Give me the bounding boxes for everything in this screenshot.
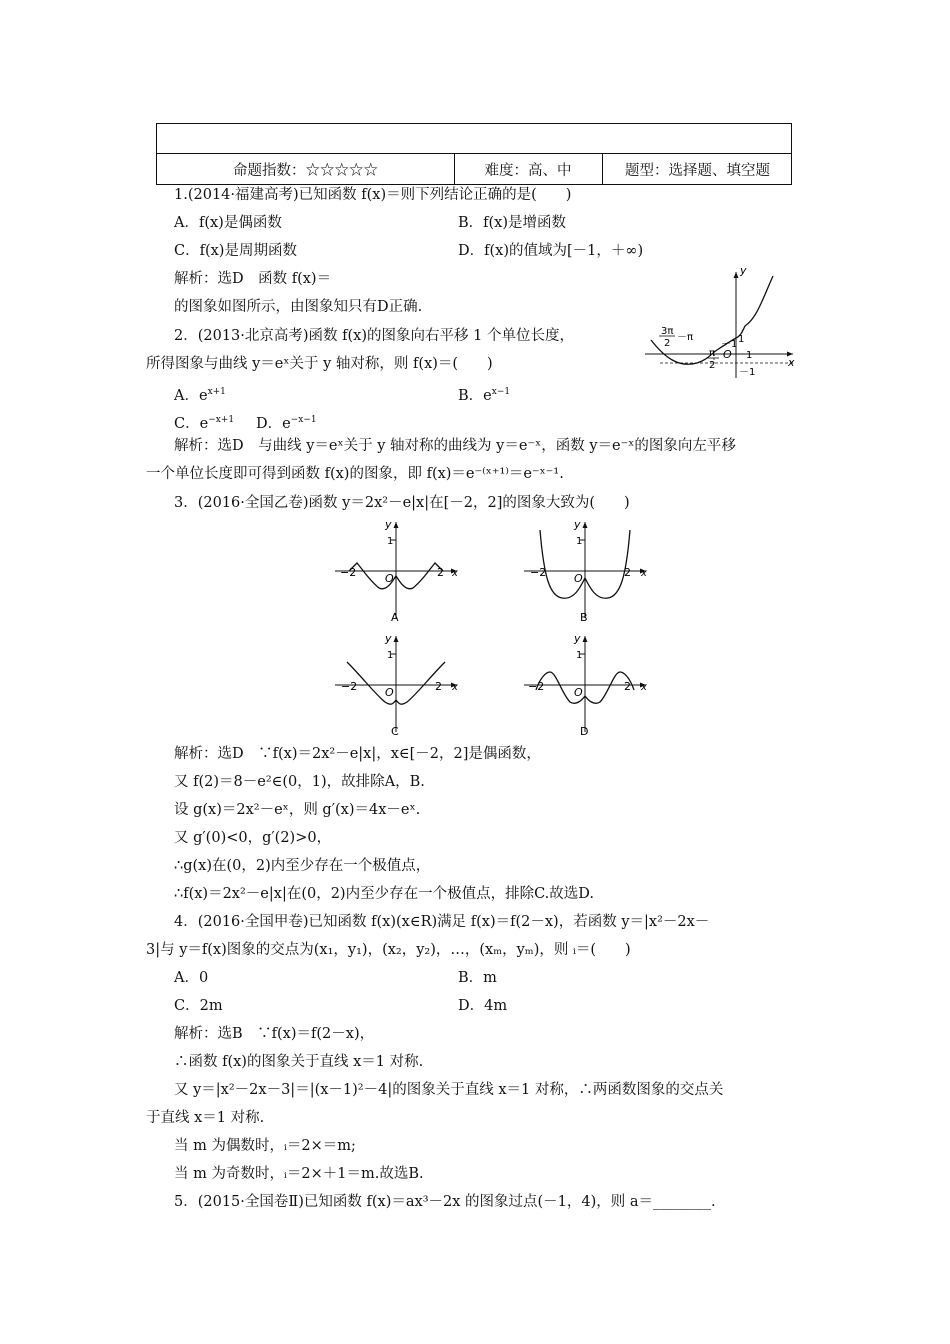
q3b-x-label: x	[641, 568, 647, 579]
q3a-y-label: y	[385, 518, 392, 531]
q3c-letter: C	[391, 725, 399, 738]
q3d-neg2: −2	[528, 680, 545, 693]
q2-option-c: C．$e^{-x+1}$	[174, 415, 235, 432]
q1-solution-line1: 解析：选D 函数 f(x)＝	[174, 271, 332, 287]
q3d-one: 1	[576, 650, 583, 661]
q1-option-a: A．f(x)是偶函数	[174, 215, 282, 231]
q3b-one: 1	[576, 536, 583, 547]
q1-solution-line2: 的图象如图所示，由图象知只有D正确.	[174, 299, 423, 315]
q1-graph-pi-den: 2	[709, 360, 716, 371]
q3d-pos2: 2	[624, 680, 631, 693]
q3a-letter: A	[391, 611, 399, 624]
q4-solution-line5: 当 m 为偶数时，ᵢ＝2×＝m;	[174, 1138, 356, 1154]
q4-solution-line6: 当 m 为奇数时，ᵢ＝2×＋1＝m.故选B.	[174, 1166, 424, 1182]
difficulty-label: 难度：高、中	[484, 162, 572, 179]
q3-graph-a	[335, 518, 465, 628]
q4-option-a: A．0	[174, 970, 209, 986]
q3-stem: 3．(2016·全国乙卷)函数 y＝2x²－e|x|在[－2，2]的图象大致为( )	[174, 495, 630, 511]
q3b-y-label: y	[574, 518, 581, 531]
q3d-letter: D	[580, 725, 589, 738]
q3b-pos2: 2	[624, 566, 631, 579]
q1-option-c: C．f(x)是周期函数	[174, 243, 297, 259]
q4-solution-line2: ∴函数 f(x)的图象关于直线 x＝1 对称.	[174, 1054, 424, 1070]
header-table	[156, 123, 792, 185]
q2-solution-line2: 一个单位长度即可得到函数 f(x)的图象，即 f(x)＝e⁻⁽ˣ⁺¹⁾＝e⁻ˣ⁻¹.	[146, 466, 564, 482]
q1-graph-origin: O	[723, 348, 732, 361]
q3-solution-line3: 设 g(x)＝2x²－eˣ，则 g′(x)＝4x－eˣ.	[174, 802, 421, 818]
q4-stem-line1: 4．(2016·全国甲卷)已知函数 f(x)(x∈R)满足 f(x)＝f(2－x)，若函数 y＝|x²－2x－	[174, 914, 710, 930]
q1-graph-one-y: 1	[738, 334, 745, 345]
q2-solution-line1: 解析：选D 与曲线 y＝eˣ关于 y 轴对称的曲线为 y＝e⁻ˣ，函数 y＝e⁻ˣ的图象向左平移	[174, 438, 736, 454]
q1-graph-3pi-den: 2	[664, 338, 671, 349]
q3b-origin: O	[574, 572, 583, 585]
q1-stem: 1.(2014·福建高考)已知函数 f(x)＝则下列结论正确的是( )	[174, 187, 572, 203]
q3c-origin: O	[385, 686, 394, 699]
q2-option-b: B．$e^{x-1}$	[458, 387, 511, 404]
q3c-x-label: x	[452, 682, 458, 693]
q3c-pos2: 2	[435, 680, 442, 693]
q2-stem-line2: 所得图象与曲线 y＝eˣ关于 y 轴对称，则 f(x)＝( )	[146, 356, 493, 372]
q3a-x-label: x	[452, 568, 458, 579]
q1-graph-neg1-y: －1	[721, 339, 738, 350]
q1-graph-neg1-b: －1	[739, 367, 756, 378]
q4-option-b: B．m	[458, 970, 497, 986]
q1-option-d: D．f(x)的值域为[－1，＋∞)	[458, 243, 644, 259]
q3d-x-label: x	[641, 682, 647, 693]
q3b-neg2: −2	[530, 566, 547, 579]
q1-graph-pi-num: π	[709, 348, 716, 359]
q1-option-b: B．f(x)是增函数	[458, 215, 567, 231]
q3-solution-line2: 又 f(2)＝8－e²∈(0，1)，故排除A，B.	[174, 774, 425, 790]
q3-graph-d	[524, 632, 654, 742]
header-row	[157, 153, 791, 184]
q3c-neg2: −2	[341, 680, 358, 693]
q2-option-a: A．$e^{x+1}$	[174, 387, 226, 404]
q3a-pos2: 2	[437, 566, 444, 579]
q3-solution-line4: 又 g′(0)<0，g′(2)>0，	[174, 830, 332, 846]
q5-stem: 5．(2015·全国卷Ⅱ)已知函数 f(x)＝ax³－2x 的图象过点(－1，4)，则 a＝________.	[174, 1194, 716, 1210]
q3-solution-line6: ∴f(x)＝2x²－e|x|在(0，2)内至少存在一个极值点，排除C.故选D.	[174, 886, 594, 902]
q1-graph-y-label: y	[740, 264, 747, 277]
q3a-one: 1	[387, 536, 394, 547]
q4-solution-line3: 又 y＝|x²－2x－3|＝|(x－1)²－4|的图象关于直线 x＝1 对称，∴两函数图象的交点关	[174, 1082, 724, 1098]
q4-solution-line4: 于直线 x＝1 对称.	[146, 1110, 265, 1126]
q3-graph-c	[335, 632, 465, 742]
q3-solution-line1: 解析：选D ∵f(x)＝2x²－e|x|，x∈[－2，2]是偶函数，	[174, 746, 541, 762]
q3-graph-b	[524, 518, 654, 628]
q1-graph-one-x: 1	[746, 350, 753, 361]
q3c-one: 1	[387, 650, 394, 661]
q3a-origin: O	[385, 572, 394, 585]
q1-graph	[645, 264, 795, 378]
q4-stem-line2: 3|与 y＝f(x)图象的交点为(x₁，y₁)，(x₂，y₂)，…，(xₘ，yₘ)，则 ᵢ＝( )	[146, 942, 631, 958]
q4-solution-line1: 解析：选B ∵f(x)＝f(2－x)，	[174, 1026, 375, 1042]
q4-option-d: D．4m	[458, 998, 508, 1014]
q3a-neg2: −2	[340, 566, 357, 579]
q1-graph-neg-pi: －π	[677, 332, 694, 343]
q4-option-c: C．2m	[174, 998, 223, 1014]
q3-solution-line5: ∴g(x)在(0，2)内至少存在一个极值点，	[174, 858, 431, 874]
q2-stem-line1: 2．(2013·北京高考)函数 f(x)的图象向右平移 1 个单位长度，	[174, 328, 574, 344]
question-type-label: 题型：选择题、填空题	[625, 162, 770, 179]
q3c-y-label: y	[385, 632, 392, 645]
q3b-letter: B	[580, 611, 588, 624]
q1-graph-x-label: x	[788, 356, 795, 369]
q3d-y-label: y	[574, 632, 581, 645]
q2-option-d: D．$e^{-x-1}$	[256, 415, 317, 432]
index-label: 命题指数：☆☆☆☆☆	[233, 162, 378, 179]
q1-graph-3pi-num: 3π	[661, 326, 674, 337]
q3d-origin: O	[574, 686, 583, 699]
